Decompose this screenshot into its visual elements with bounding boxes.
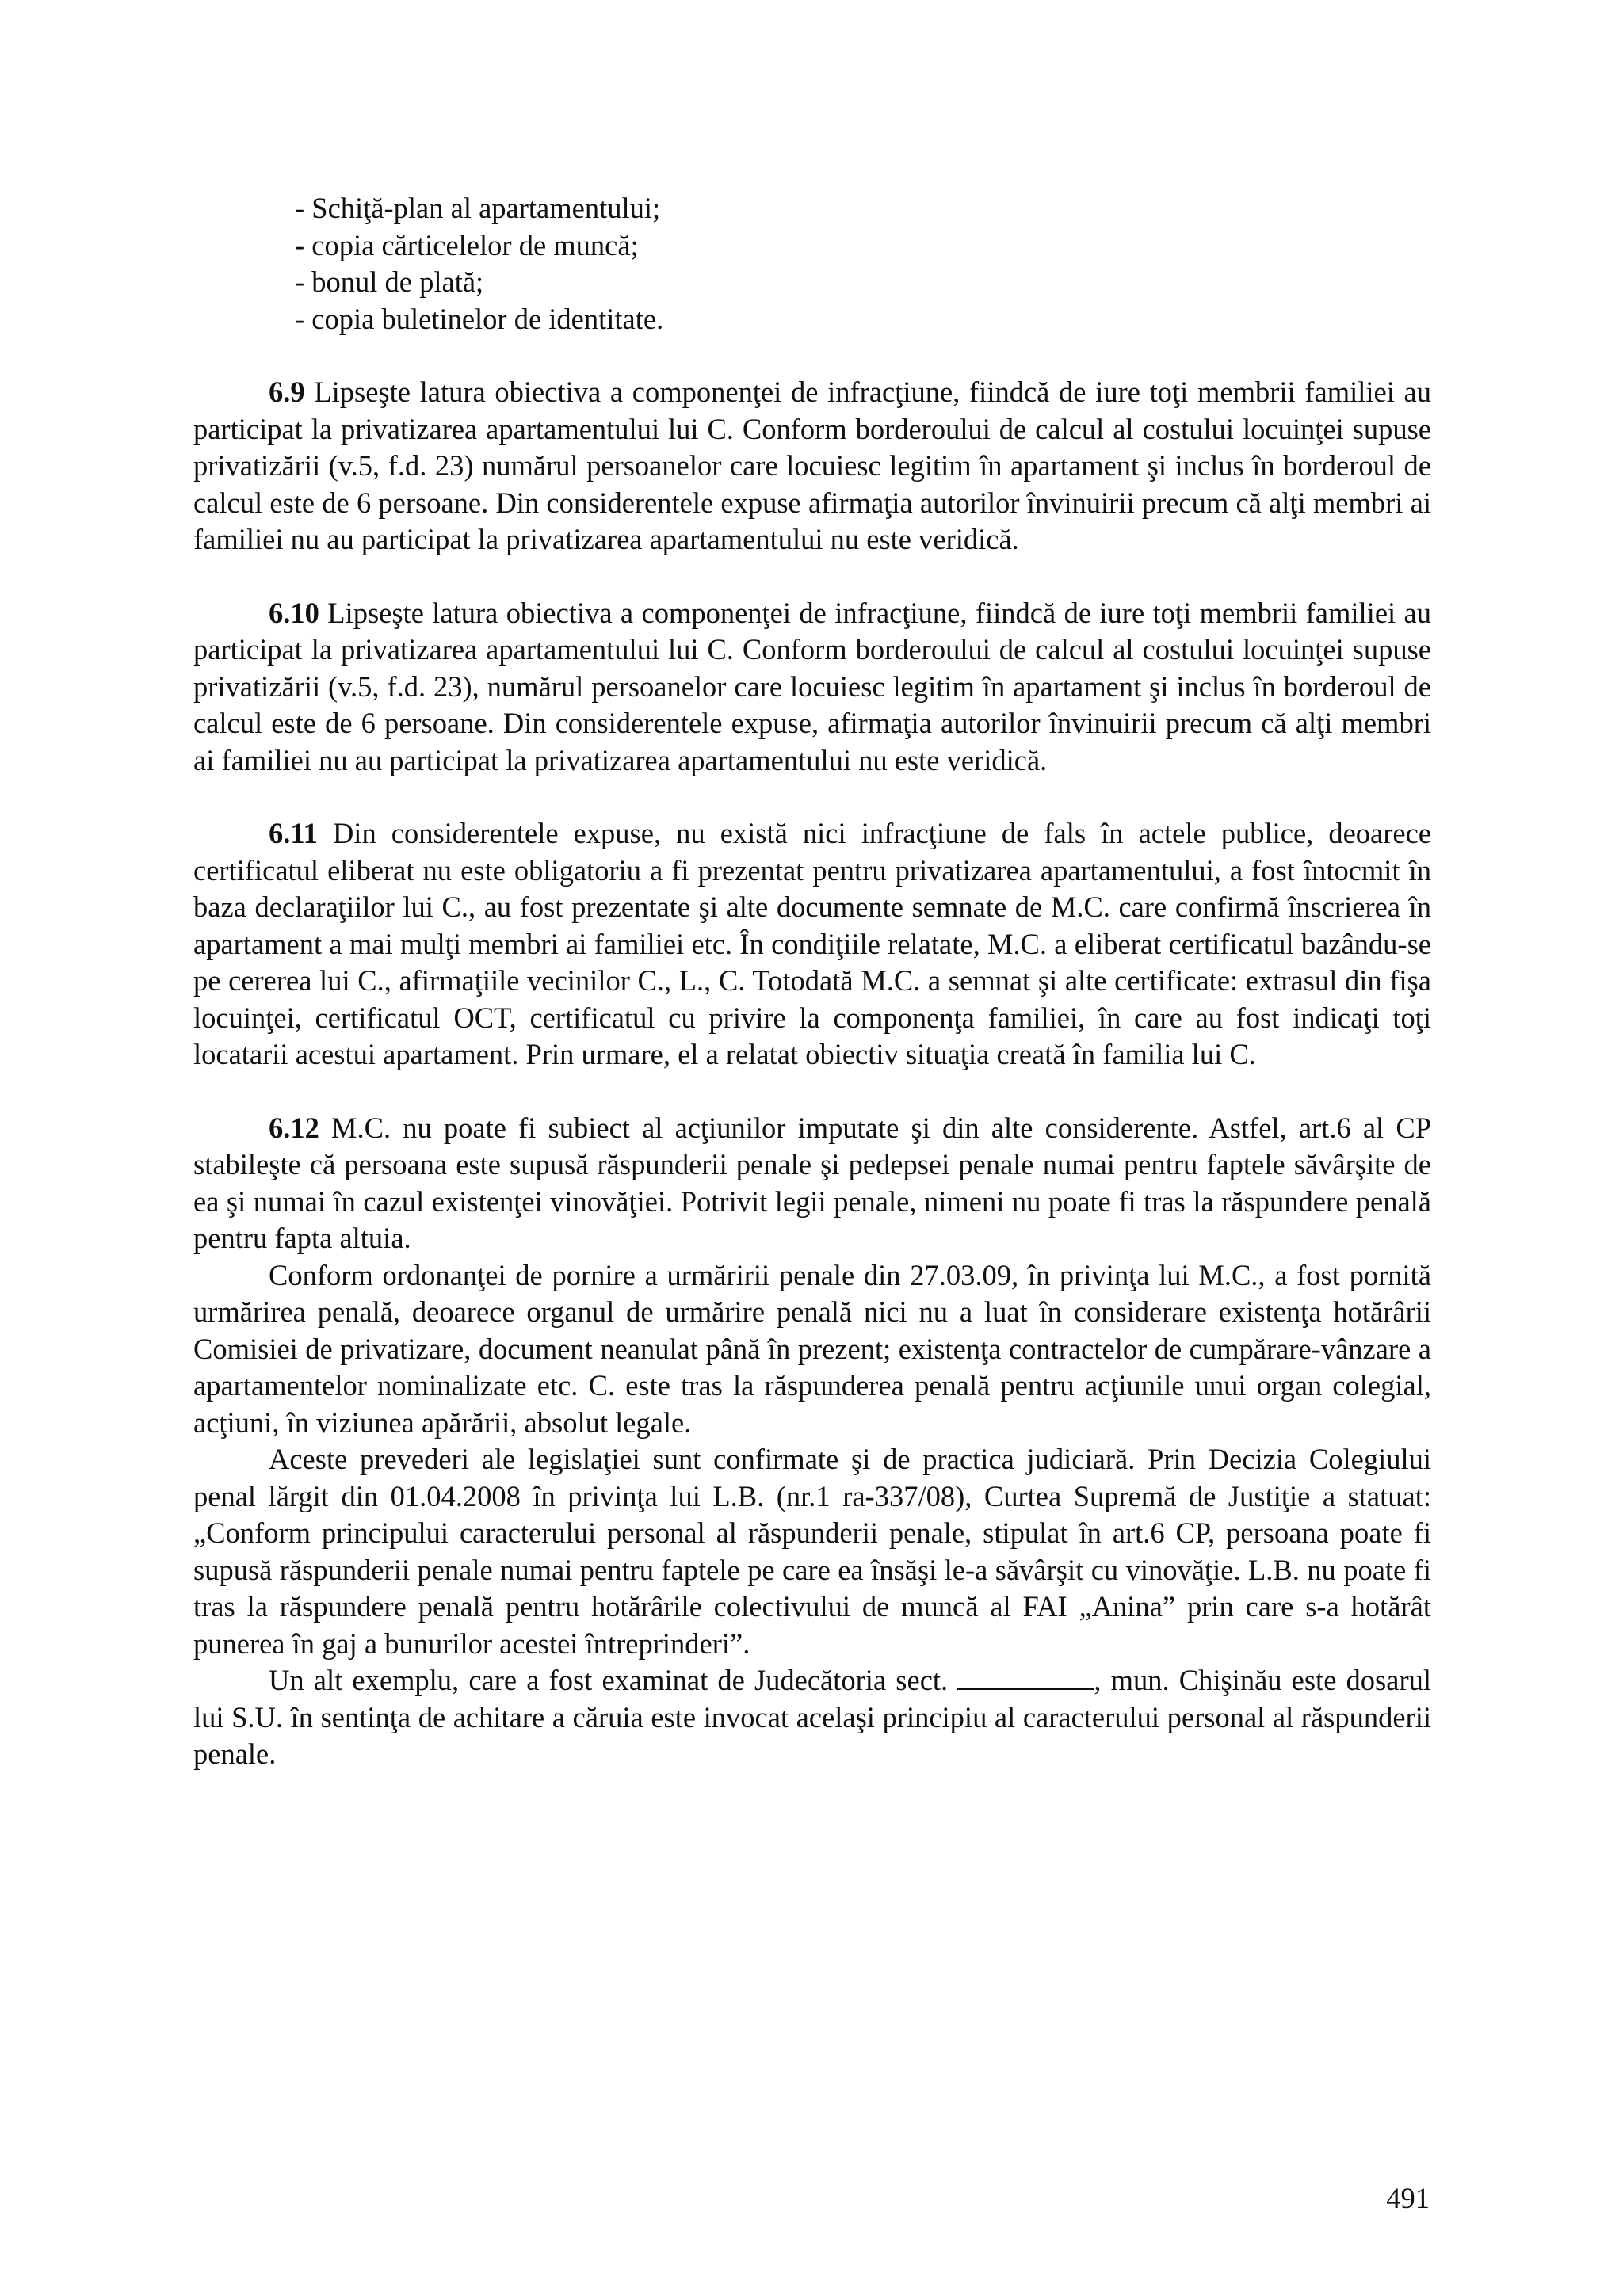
paragraph-text: Lipseşte latura obiectiva a componenţei de infracţiune, fiindcă de iure toţi membrii familiei au participat la privatizarea apartamentului lui C. Conform borderoului de calcul al costului locuinţei supuse privatizării (v.5, f.d. 23), numărul persoanelor care locuiesc legitim în apartament şi inclus în borderoul de calcul este de 6 persoane. Din considerentele expuse, afirmaţia autorilor învinuirii precum că alţi membri ai familiei nu au participat la privatizarea apartamentului nu este veridică. (193, 596, 1431, 776)
blank-underline (957, 1665, 1094, 1690)
paragraph-conform: Conform ordonanţei de pornire a urmăririi penale din 27.03.09, în privinţa lui M.C., a fost pornită urmărirea penală, deoarece organul de urmărire penală nici nu a luat în considerare existenţa hotărârii Comisiei de privatizare, document neanulat până în prezent; existenţa contractelor de cumpărare-vânzare a apartamentelor nominalizate etc. C. este tras la răspunderea penală pentru acţiunile unui organ colegial, acţiuni, în viziunea apărării, absolut legale. (193, 1258, 1431, 1439)
list-item: - bonul de plată; (295, 265, 484, 298)
paragraph-text: Din considerentele expuse, nu există nici infracţiune de fals în actele publice, deoarece certificatul eliberat nu este obligatoriu a fi prezentat pentru privatizarea apartamentului, a fost întocmit în baza declaraţiilor lui C., au fost prezentate şi alte documente semnate de M.C. care confirmă înscrierea în apartament a mai mulţi membri ai familiei etc. În condiţiile relatate, M.C. a eliberat certificatul bazându-se pe cererea lui C., afirmaţiile vecinilor C., L., C. Totodată M.C. a semnat şi alte certificate: extrasul din fişa locuinţei, certificatul OCT, certificatul cu privire la componenţa familiei, în care au fost indicaţi toţi locatarii acestui apartament. Prin urmare, el a relatat obiectiv situaţia creată în familia lui C. (193, 817, 1431, 1070)
paragraph-number: 6.9 (269, 376, 305, 408)
document-list (193, 190, 1431, 338)
paragraph-6-11 (193, 815, 1431, 1074)
paragraph-aceste: Aceste prevederi ale legislaţiei sunt confirmate şi de practica judiciară. Prin Decizia Colegiului penal lărgit din 01.04.2008 în privinţa lui L.B. (nr.1 ra-337/08), Curtea Supremă de Justiţie a statuat: „Conform principului caracterului personal al răspunderii penale, stipulat în art.6 CP, persoana poate fi supusă răspunderii penale numai pentru faptele pe care ea însăşi le-a săvârşit cu vinovăţie. L.B. nu poate fi tras la răspundere penală pentru hotărârile colectivului de muncă al FAI „Anina” prin care s-a hotărât punerea în gaj a bunurilor acestei întreprinderi”. (193, 1443, 1431, 1660)
paragraph-6-12 (193, 1110, 1431, 1257)
list-item: - copia cărticelelor de muncă; (295, 228, 639, 261)
list-item: - copia buletinelor de identitate. (295, 302, 664, 335)
paragraph-alt-exemplu (193, 1662, 1431, 1773)
paragraph-number: 6.10 (269, 596, 319, 629)
page-content (193, 190, 1431, 1773)
paragraph-6-9 (193, 374, 1431, 559)
paragraph-number: 6.12 (269, 1111, 319, 1144)
paragraph-text: , mun. Chişinău este dosarul lui S.U. în sentinţa de achitare a căruia este invocat acelaşi principiu al caracterului personal al răspunderii penale. (193, 1664, 1431, 1770)
paragraph-text: Un alt exemplu, care a fost examinat de Judecătoria sect. (269, 1664, 958, 1696)
paragraph-6-10 (193, 595, 1431, 780)
page-number: 491 (1386, 2182, 1430, 2214)
paragraph-text: Lipseşte latura obiectiva a componenţei de infracţiune, fiindcă de iure toţi membrii familiei au participat la privatizarea apartamentului lui C. Conform borderoului de calcul al costului locuinţei supuse privatizării (v.5, f.d. 23) numărul persoanelor care locuiesc legitim în apartament şi inclus în borderoul de calcul este de 6 persoane. Din considerentele expuse afirmaţia autorilor învinuirii precum că alţi membri ai familiei nu au participat la privatizarea apartamentului nu este veridică. (193, 376, 1431, 555)
paragraph-number: 6.11 (269, 817, 318, 849)
paragraph-text: M.C. nu poate fi subiect al acţiunilor imputate şi din alte considerente. Astfel, art.6 al CP stabileşte că persoana este supusă răspunderii penale şi pedepsei penale numai pentru faptele săvârşite de ea şi numai în cazul existenţei vinovăţiei. Potrivit legii penale, nimeni nu poate fi tras la răspundere penală pentru fapta altuia. (193, 1111, 1431, 1254)
list-item: - Schiţă-plan al apartamentului; (295, 192, 661, 224)
